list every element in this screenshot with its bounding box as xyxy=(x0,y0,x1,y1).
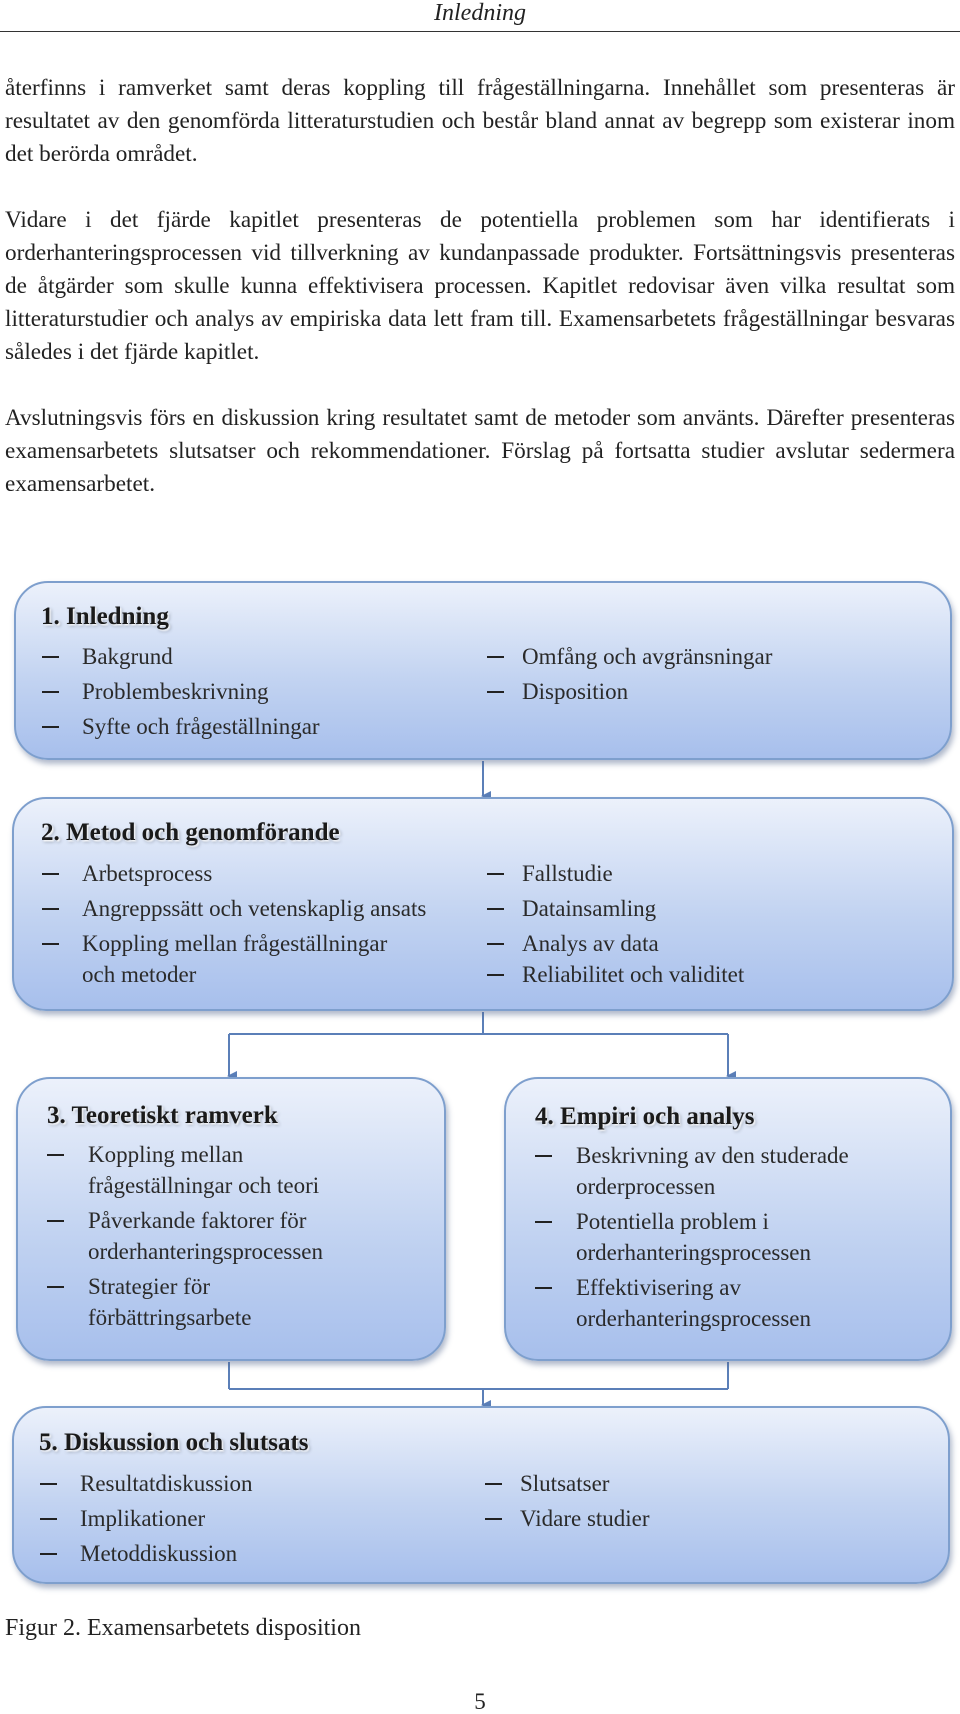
dash xyxy=(487,656,504,658)
list-item: Bakgrund xyxy=(82,644,173,669)
dash xyxy=(47,1286,64,1288)
chapter-title-2: 2. Metod och genomförande xyxy=(41,819,340,846)
dash xyxy=(42,726,59,728)
list-item: Syfte och frågeställningar xyxy=(82,714,320,739)
list-item: Fallstudie xyxy=(522,861,613,886)
dash xyxy=(42,691,59,693)
dash xyxy=(40,1553,57,1555)
header-rule xyxy=(0,31,960,32)
list-item: Slutsatser xyxy=(520,1471,610,1496)
dash xyxy=(40,1483,57,1485)
list-item: Vidare studier xyxy=(520,1506,650,1531)
paragraph: Avslutningsvis förs en diskussion kring resultatet samt de metoder som använts. Därefter presenteras examensarbetets slutsatser och rekommendationer. Förslag på fortsatta studier avslutar sedermera examensarbetet. xyxy=(5,405,955,497)
dash xyxy=(487,943,504,945)
dash xyxy=(487,908,504,910)
dash xyxy=(487,873,504,875)
list-item-continuation: orderhanteringsprocessen xyxy=(576,1306,812,1331)
list-item: Problembeskrivning xyxy=(82,679,269,704)
list-item: Analys av data xyxy=(522,931,659,956)
list-item-continuation: frågeställningar och teori xyxy=(88,1173,320,1198)
dash xyxy=(40,1518,57,1520)
dash xyxy=(42,908,59,910)
list-item: Koppling mellan frågeställningar xyxy=(82,931,388,956)
list-item-continuation: och metoder xyxy=(82,962,197,987)
list-item: Reliabilitet och validitet xyxy=(522,962,745,987)
list-item: Koppling mellan xyxy=(88,1142,244,1167)
dash xyxy=(535,1287,552,1289)
list-item: Datainsamling xyxy=(522,896,657,921)
dash xyxy=(42,943,59,945)
chapter-title-5: 5. Diskussion och slutsats xyxy=(39,1429,309,1456)
figure-caption: Figur 2. Examensarbetets disposition xyxy=(5,1615,361,1641)
running-header: Inledning xyxy=(434,0,526,26)
list-item: Effektivisering av xyxy=(576,1275,741,1300)
list-item: Angreppssätt och vetenskaplig ansats xyxy=(82,896,427,921)
list-item: Arbetsprocess xyxy=(82,861,213,886)
dash xyxy=(535,1221,552,1223)
dash xyxy=(487,691,504,693)
list-item-continuation: orderhanteringsprocessen xyxy=(88,1239,324,1264)
dash xyxy=(47,1154,64,1156)
dash xyxy=(47,1220,64,1222)
list-item: Beskrivning av den studerade xyxy=(576,1143,849,1168)
dash xyxy=(485,1518,502,1520)
page-number: 5 xyxy=(474,1689,486,1714)
dash xyxy=(487,974,504,976)
paragraph: återfinns i ramverket samt deras koppling till frågeställningarna. Innehållet som presenteras är resultatet av den genomförda litteraturstudien och består bland annat av begrepp som existerar inom det berörda området. xyxy=(5,75,955,167)
dash xyxy=(535,1155,552,1157)
chapter-title-4: 4. Empiri och analys xyxy=(535,1103,755,1130)
list-item: Disposition xyxy=(522,679,629,704)
list-item: Strategier för xyxy=(88,1274,210,1299)
list-item: Potentiella problem i xyxy=(576,1209,769,1234)
chapter-title-1: 1. Inledning xyxy=(41,603,169,630)
list-item-continuation: orderhanteringsprocessen xyxy=(576,1240,812,1265)
list-item: Omfång och avgränsningar xyxy=(522,644,773,669)
list-item-continuation: orderprocessen xyxy=(576,1174,716,1199)
chapter-title-3: 3. Teoretiskt ramverk xyxy=(47,1102,278,1129)
list-item: Resultatdiskussion xyxy=(80,1471,253,1496)
body-text xyxy=(5,72,955,501)
list-item: Påverkande faktorer för xyxy=(88,1208,307,1233)
dash xyxy=(42,656,59,658)
list-item: Metoddiskussion xyxy=(80,1541,238,1566)
list-item-continuation: förbättringsarbete xyxy=(88,1305,252,1330)
list-item: Implikationer xyxy=(80,1506,206,1531)
paragraph: Vidare i det fjärde kapitlet presenteras de potentiella problemen som har identifierats i orderhanteringsprocessen vid tillverkning av kundanpassade produkter. Fortsättningsvis presenteras de åtgärder som skulle kunna effektivisera processen. Kapitlet redovisar även vilka resultat som litteraturstudier och analys av empiriska data lett fram till. Examensarbetets frågeställningar besvaras således i det fjärde kapitlet. xyxy=(5,207,955,365)
dash xyxy=(485,1483,502,1485)
dash xyxy=(42,873,59,875)
